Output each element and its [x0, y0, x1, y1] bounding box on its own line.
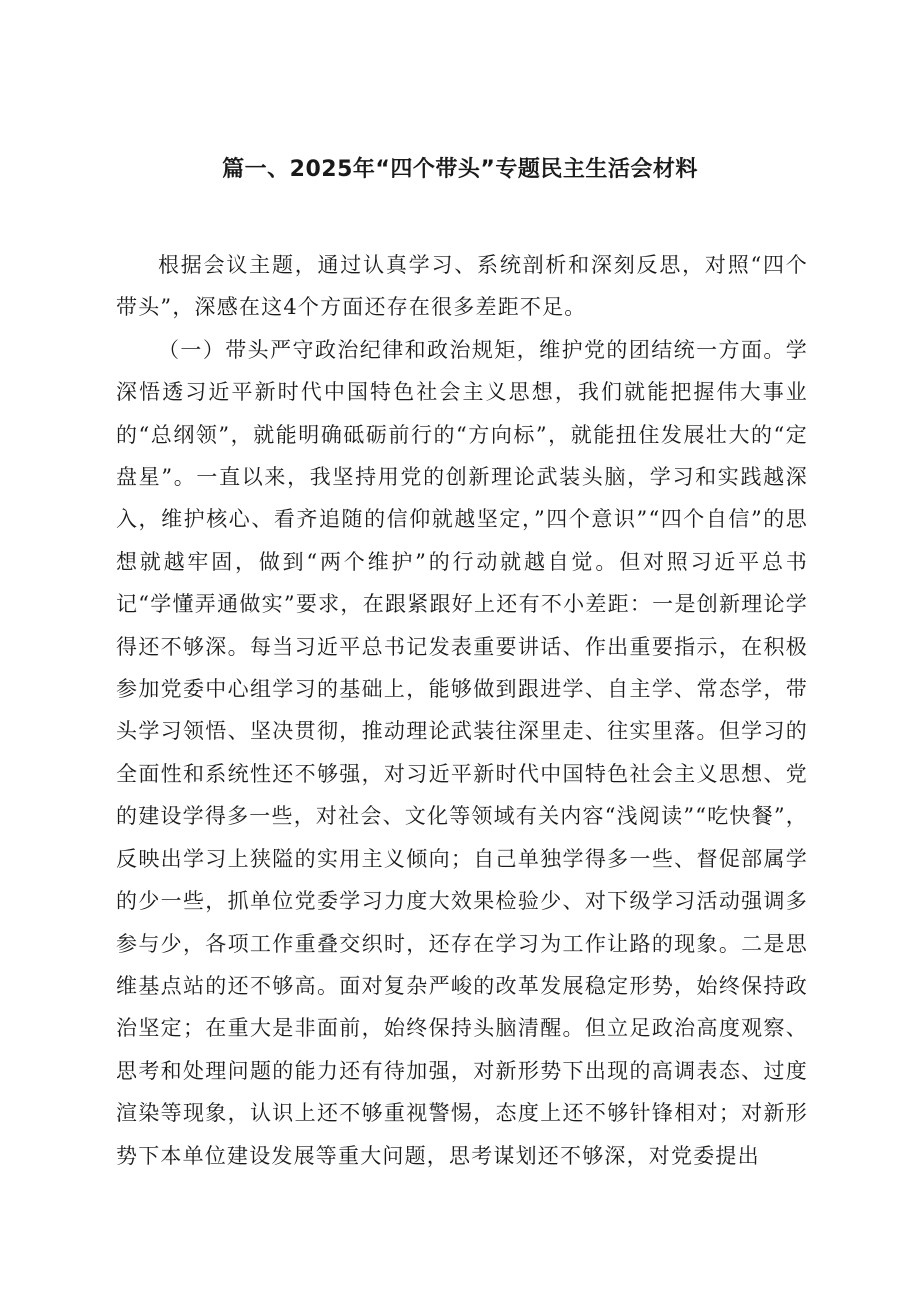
section-one-paragraph: （一）带头严守政治纪律和政治规矩，维护党的团结统一方面。学深悟透习近平新时代中国特色社会主义思想，我们就能把握伟大事业的“总纲领”，就能明确砥砺前行的“方向标”，就能扭住发展壮大的“定盘星”。一直以来，我坚持用党的创新理论武装头脑，学习和实践越深入，维护核心、看齐追随的信仰就越坚定，”四个意识”“四个自信”的思想就越牢固，做到“两个维护”的行动就越自觉。但对照习近平总书记“学懂弄通做实”要求，在跟紧跟好上还有不小差距：一是创新理论学得还不够深。每当习近平总书记发表重要讲话、作出重要指示，在积极参加党委中心组学习的基础上，能够做到跟进学、自主学、常态学，带头学习领悟、坚决贯彻，推动理论武装往深里走、往实里落。但学习的全面性和系统性还不够强，对习近平新时代中国特色社会主义思想、党的建设学得多一些，对社会、文化等领域有关内容“浅阅读”“吃快餐”，反映出学习上狭隘的实用主义倾向；自己单独学得多一些、督促部属学的少一些，抓单位党委学习力度大效果检验少、对下级学习活动强调多参与少，各项工作重叠交织时，还存在学习为工作让路的现象。二是思维基点站的还不够高。面对复杂严峻的改革发展稳定形势，始终保持政治坚定；在重大是非面前，始终保持头脑清醒。但立足政治高度观察、思考和处理问题的能力还有待加强，对新形势下出现的高调表态、过度渲染等现象，认识上还不够重视警惕，态度上还不够针锋相对；对新形势下本单位建设发展等重大问题，思考谋划还不够深，对党委提出	[116, 337, 808, 1168]
intro-paragraph: 根据会议主题，通过认真学习、系统剖析和深刻反思，对照“四个带头”，深感在这4个方面还存在很多差距不足。	[116, 253, 808, 320]
document-body	[116, 244, 808, 1177]
document-title: 篇一、2025年“四个带头”专题民主生活会材料	[222, 157, 698, 182]
